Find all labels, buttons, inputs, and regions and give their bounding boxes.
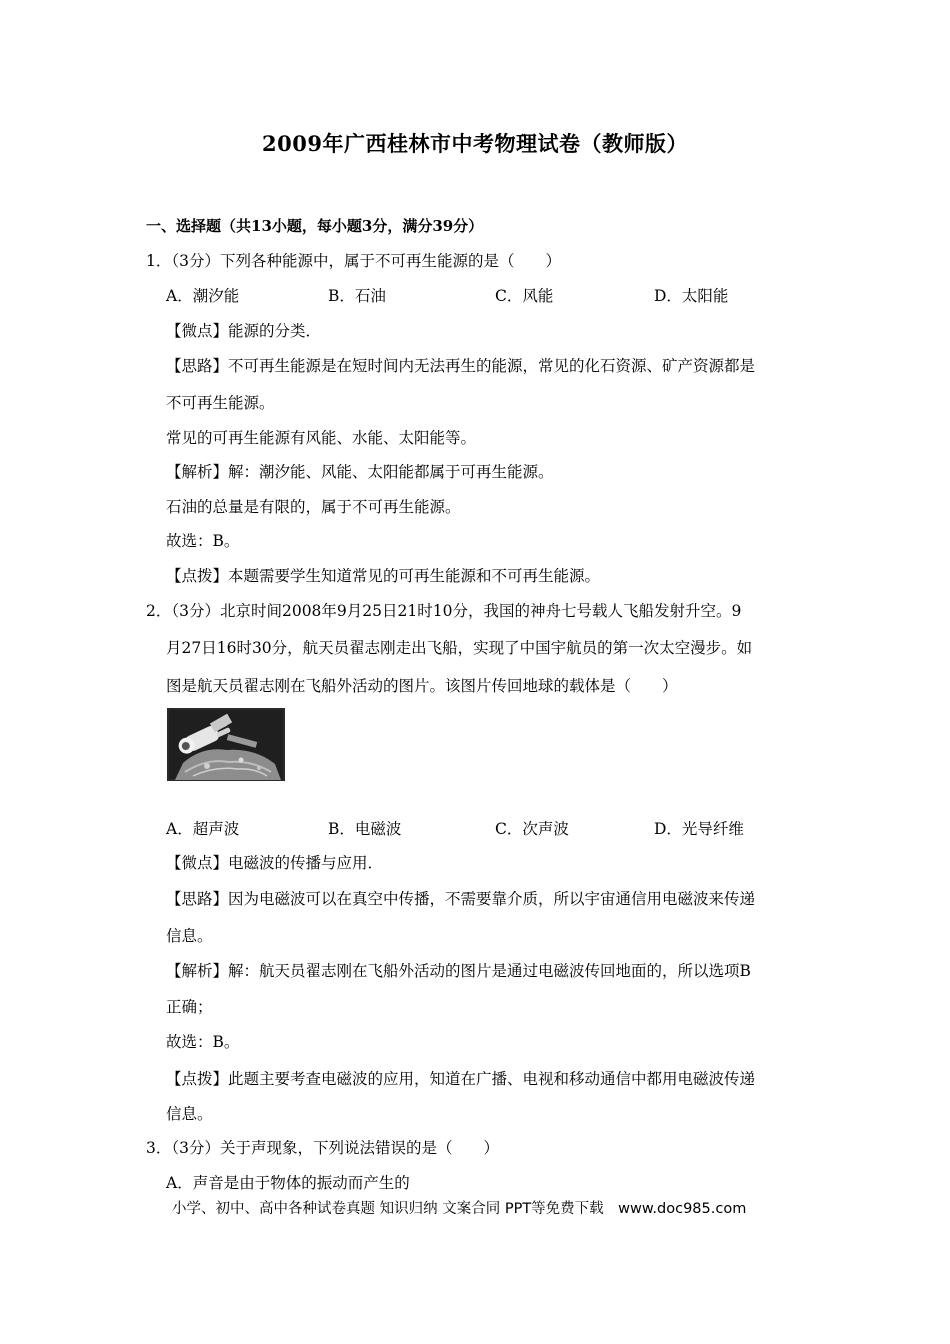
q1-option-b: B．石油 [328,287,386,305]
section-heading: 一、选择题（共13小题，每小题3分，满分39分） [146,217,484,235]
astronaut-photo-image [167,708,285,781]
page-title: 2009年广西桂林市中考物理试卷（教师版） [262,131,688,156]
q1-tip: 【点拨】本题需要学生知道常见的可再生能源和不可再生能源。 [166,567,601,585]
q1-answer: 故选：B。 [166,532,240,550]
q3-option-a: A．声音是由于物体的振动而产生的 [166,1174,410,1192]
q2-analysis-line2: 正确； [166,998,213,1016]
q2-analysis-line1: 【解析】解：航天员翟志刚在飞船外活动的图片是通过电磁波传回地面的，所以选项B [166,962,751,980]
q1-point: 【微点】能源的分类． [166,322,322,340]
q1-stem: 1．（3分）下列各种能源中，属于不可再生能源的是（ ） [146,252,561,270]
q2-idea-line1: 【思路】因为电磁波可以在真空中传播，不需要靠介质，所以宇宙通信用电磁波来传递 [166,890,756,908]
q2-tip-line1: 【点拨】此题主要考查电磁波的应用，知道在广播、电视和移动通信中都用电磁波传递 [166,1070,756,1088]
q2-stem-line1: 2．（3分）北京时间2008年9月25日21时10分，我国的神舟七号载人飞船发射升空。9 [146,602,742,620]
page-footer: 小学、初中、高中各种试卷真题 知识归纳 文案合同 PPT等免费下载 www.doc985.com [172,1201,747,1217]
q2-tip-line2: 信息。 [166,1105,213,1123]
q2-option-a: A．超声波 [166,820,240,838]
q1-idea-line3: 常见的可再生能源有风能、水能、太阳能等。 [166,429,477,447]
q3-stem: 3．（3分）关于声现象，下列说法错误的是（ ） [146,1139,499,1157]
q2-option-b: B．电磁波 [328,820,402,838]
q1-option-a: A．潮汐能 [166,287,240,305]
astronaut-spacewalk-photo [167,708,285,781]
q2-option-d: D．光导纤维 [654,820,744,838]
q2-point: 【微点】电磁波的传播与应用． [166,854,384,872]
q1-idea-line1: 【思路】不可再生能源是在短时间内无法再生的能源，常见的化石资源、矿产资源都是 [166,357,756,375]
q1-option-c: C．风能 [495,287,554,305]
q2-answer: 故选：B。 [166,1033,240,1051]
q2-stem-line2: 月27日16时30分，航天员翟志刚走出飞船，实现了中国宇航员的第一次太空漫步。如 [166,639,753,657]
q2-option-c: C．次声波 [495,820,569,838]
q2-stem-line3: 图是航天员翟志刚在飞船外活动的图片。该图片传回地球的载体是（ ） [166,677,678,695]
q1-analysis-line1: 【解析】解：潮汐能、风能、太阳能都属于可再生能源。 [166,463,554,481]
q2-idea-line2: 信息。 [166,927,213,945]
q1-option-d: D．太阳能 [654,287,729,305]
q1-analysis-line2: 石油的总量是有限的，属于不可再生能源。 [166,498,461,516]
q1-idea-line2: 不可再生能源。 [166,394,275,412]
